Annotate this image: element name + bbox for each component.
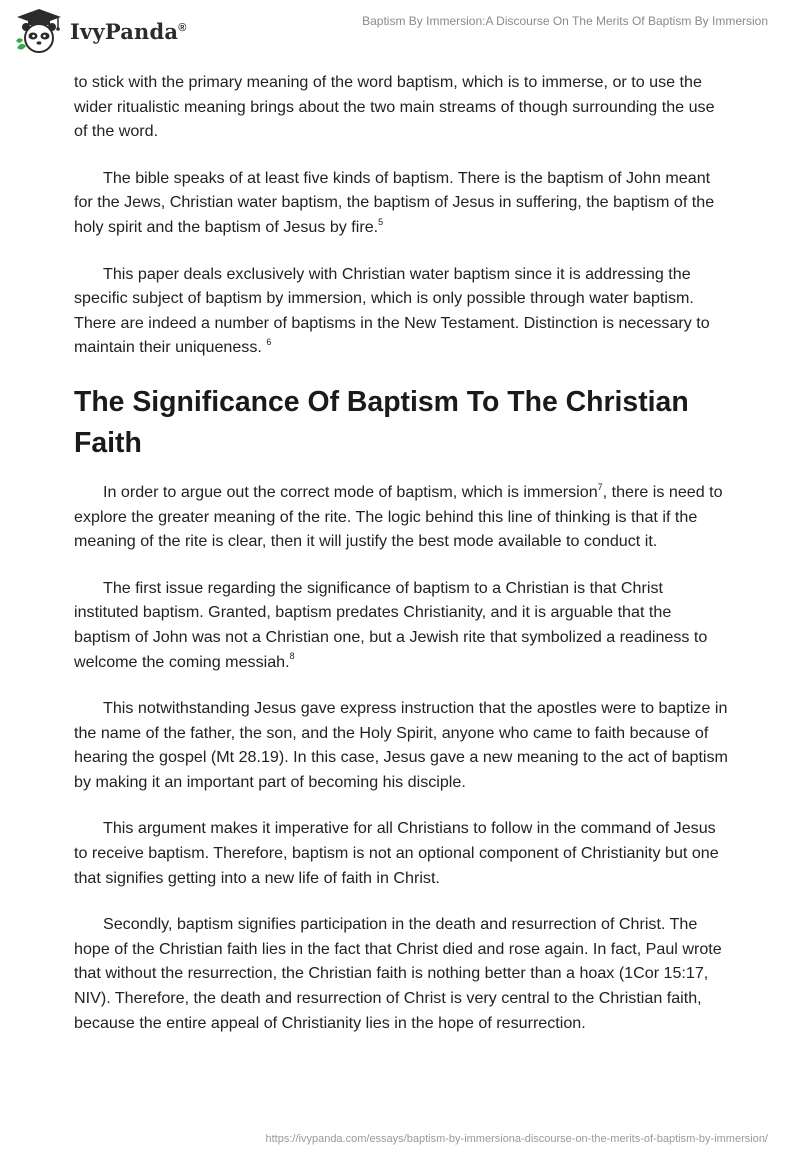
source-url-link[interactable]: https://ivypanda.com/essays/baptism-by-immersiona-discourse-on-the-merits-of-baptism-by-immersion/ [265, 1133, 768, 1145]
paragraph-4-text-b: , there is need to explore the greater meaning of the rite. The logic behind this line of thinking is that if the meaning of the rite is clear, then it will justify the best mode available to conduct it. [74, 482, 723, 551]
paragraph-5-text: The first issue regarding the significance of baptism to a Christian is that Christ instituted baptism. Granted, baptism predates Christianity, and it is arguable that the baptism of John was not a Christian one, but a Jewish rite that symbolized a readiness to welcome the coming messiah. [74, 578, 708, 671]
footnote-ref-8[interactable]: 8 [289, 651, 295, 662]
panda-graduation-cap-icon [14, 8, 64, 54]
brand-name: IvyPanda® [70, 18, 187, 44]
footnote-ref-6[interactable]: 6 [266, 336, 272, 347]
paragraph-8-text: Secondly, baptism signifies participation in the death and resurrection of Christ. The hope of the Christian faith lies in the fact that Christ died and rose again. In fact, Paul wrote that without the resurrection, the Christian faith is nothing better than a hoax (1Cor 15:17, NIV). Therefore, the death and resurrection of Christ is very central to the Christian faith, because the entire appeal of Christianity lies in the hope of resurrection. [74, 915, 722, 1032]
article-body [74, 70, 728, 1057]
footnote-ref-5[interactable]: 5 [378, 216, 384, 227]
paragraph-3 [74, 262, 728, 360]
document-title: Baptism By Immersion:A Discourse On The Merits Of Baptism By Immersion [362, 14, 768, 28]
paragraph-6-text: This notwithstanding Jesus gave express instruction that the apostles were to baptize in the name of the father, the son, and the Holy Spirit, anyone who came to faith because of hearing the gospel (Mt 28.19). In this case, Jesus gave a new meaning to the act of baptism by making it an important part of becoming his disciple. [74, 699, 728, 791]
paragraph-6 [74, 696, 728, 794]
paragraph-8 [74, 912, 728, 1035]
paragraph-1 [74, 70, 728, 144]
paragraph-5 [74, 576, 728, 674]
paragraph-7-text: This argument makes it imperative for all Christians to follow in the command of Jesus to receive baptism. Therefore, baptism is not an optional component of Christianity but one that signifies getting into a new life of faith in Christ. [74, 819, 719, 887]
paragraph-7 [74, 816, 728, 890]
page-header [0, 0, 800, 64]
section-heading: The Significance Of Baptism To The Christian Faith [74, 385, 689, 459]
paragraph-4-text-a: In order to argue out the correct mode of baptism, which is immersion [103, 482, 598, 501]
footnote-ref-7[interactable]: 7 [597, 481, 603, 492]
registered-mark: ® [178, 21, 187, 34]
paragraph-2-text: The bible speaks of at least five kinds of baptism. There is the baptism of John meant for the Jews, Christian water baptism, the baptism of Jesus in suffering, the baptism of the holy spirit and the baptism of Jesus by fire. [74, 168, 715, 236]
paragraph-2 [74, 166, 728, 240]
paragraph-1-text: to stick with the primary meaning of the word baptism, which is to immerse, or to use the wider ritualistic meaning brings about the two main streams of though surrounding the use of the word. [74, 73, 715, 141]
paragraph-4 [74, 480, 728, 554]
paragraph-3-text: This paper deals exclusively with Christian water baptism since it is addressing the specific subject of baptism by immersion, which is only possible through water baptism. There are indeed a number of baptisms in the New Testament. Distinction is necessary to maintain their uniqueness. [74, 264, 710, 357]
ivypanda-logo[interactable] [14, 8, 187, 54]
